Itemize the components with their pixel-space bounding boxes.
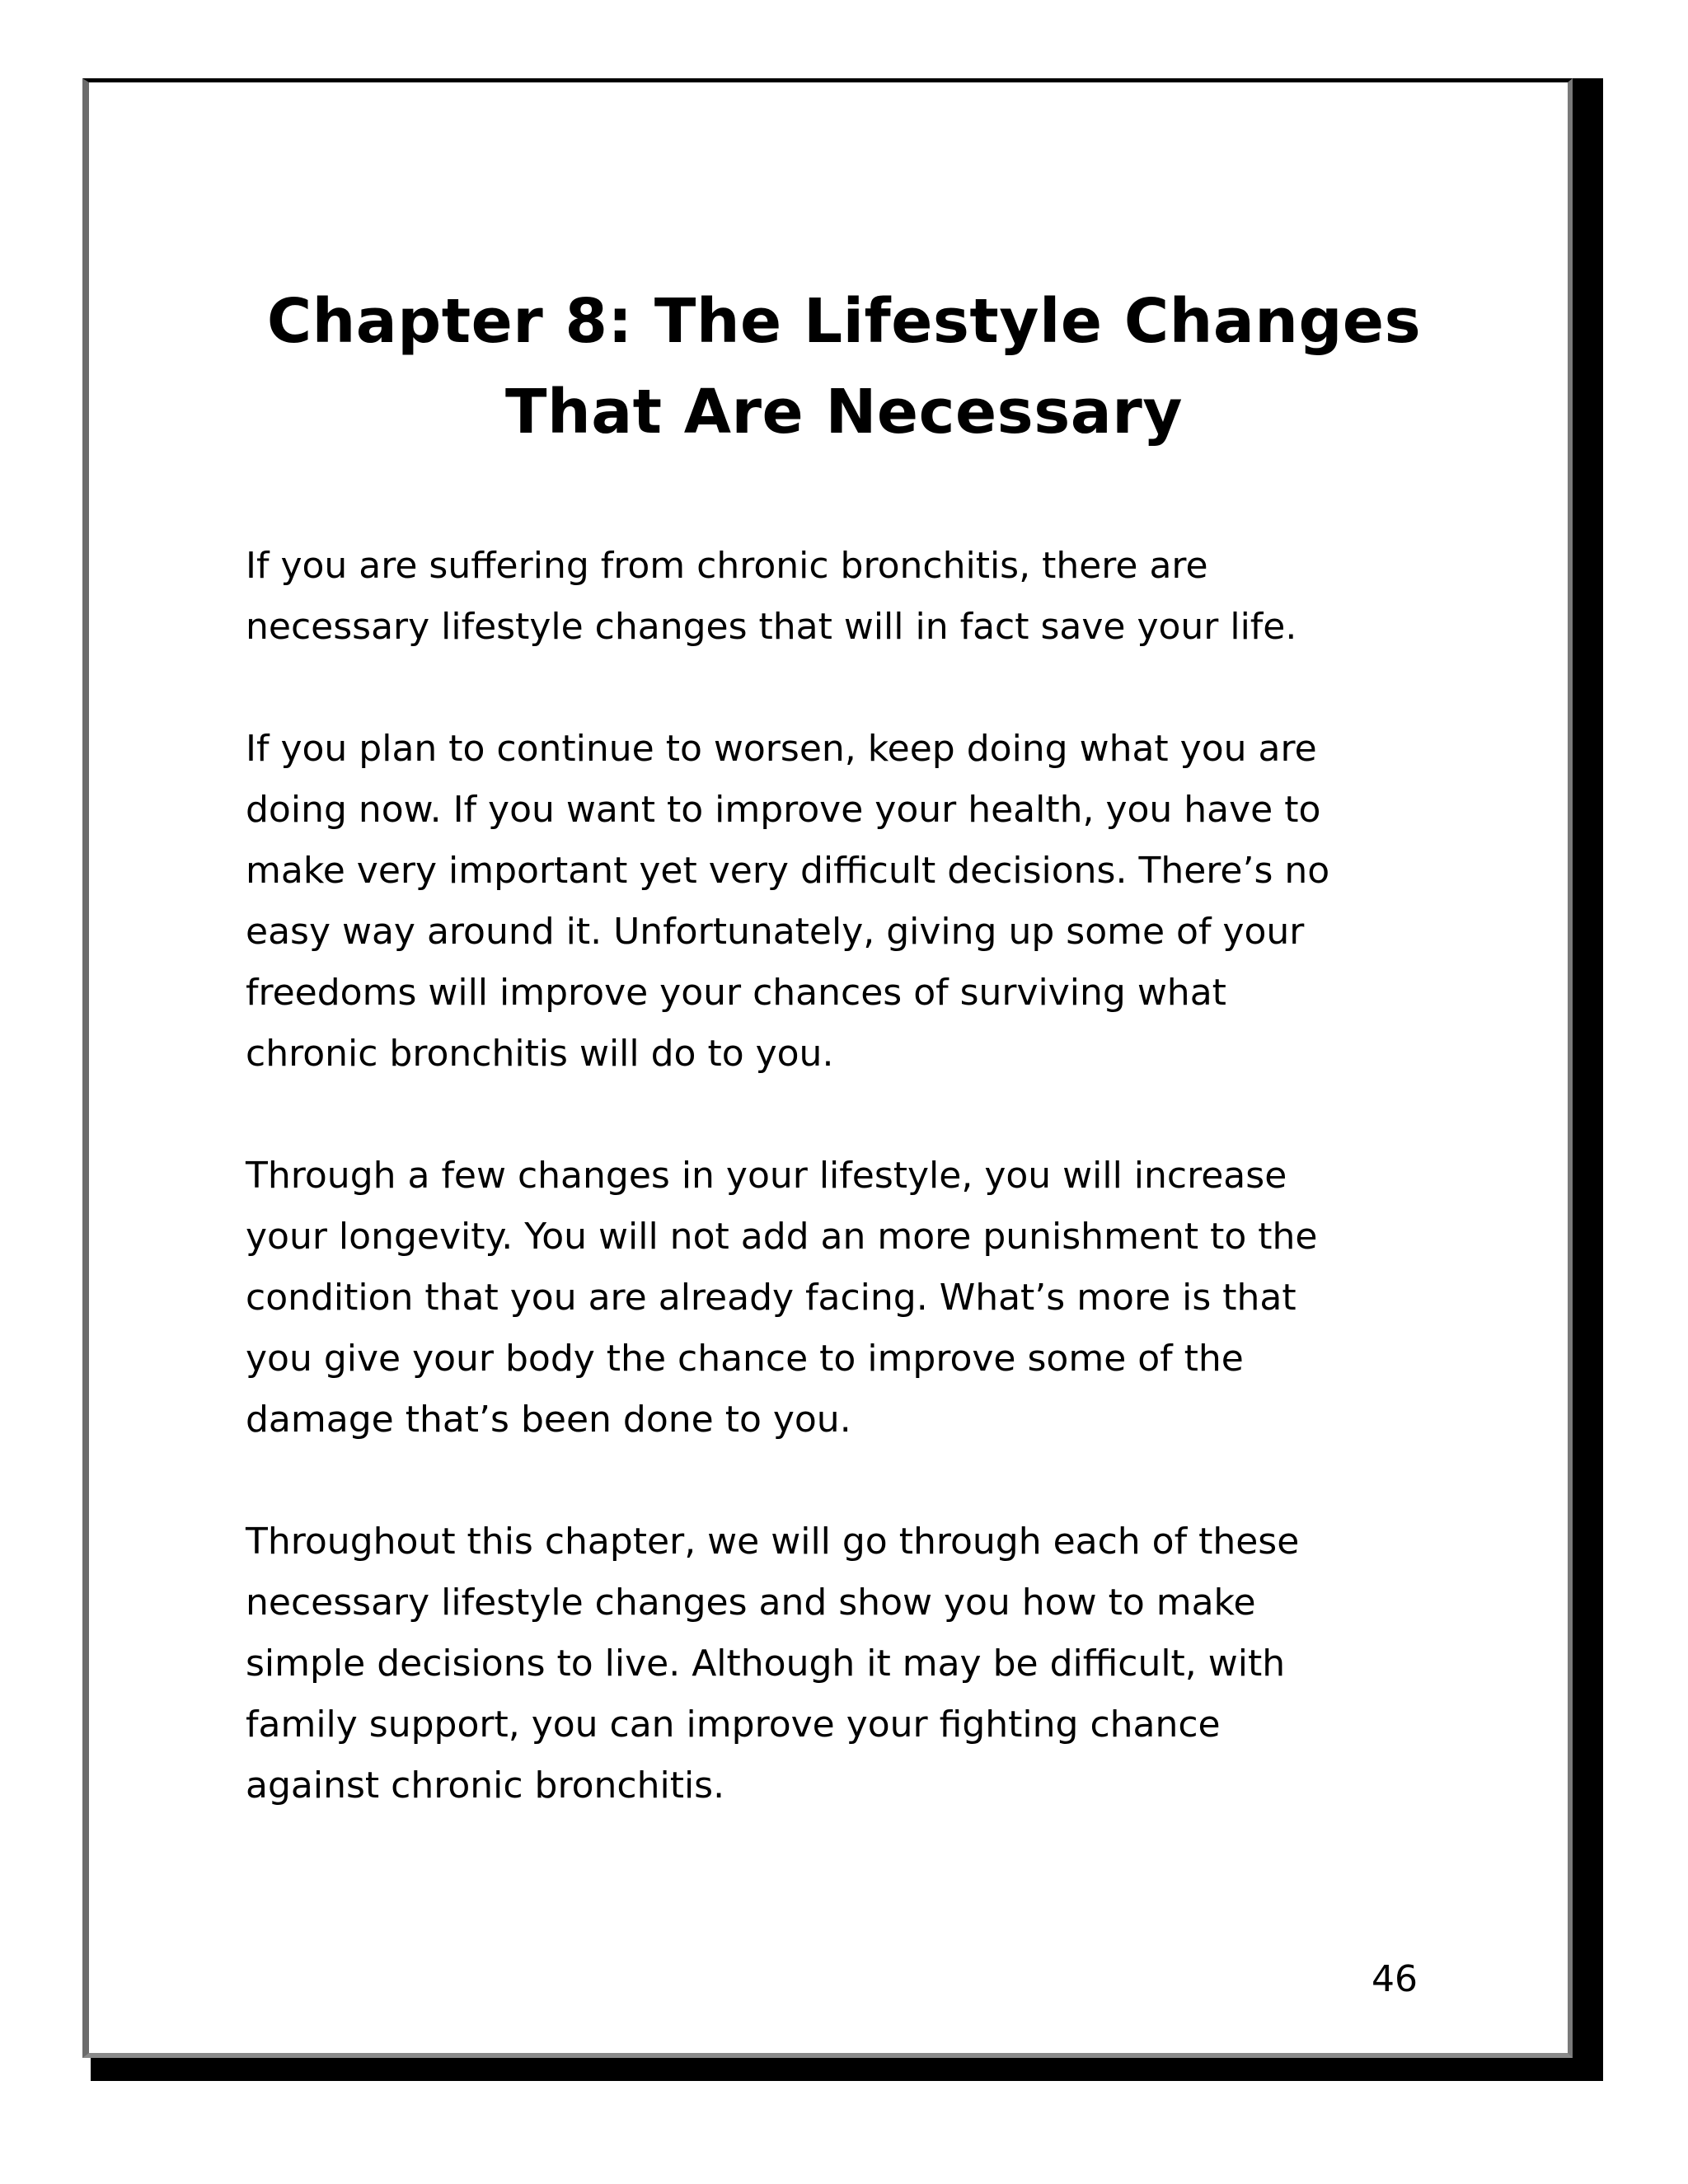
text-line: your longevity. You will not add an more punishment to the — [246, 1216, 1318, 1258]
text-line: against chronic bronchitis. — [246, 1765, 725, 1807]
paragraph-3 — [246, 1146, 1531, 1451]
chapter-body — [246, 536, 1531, 1877]
chapter-title-line-1: Chapter 8: The Lifestyle Changes — [266, 286, 1422, 357]
text-line: Throughout this chapter, we will go through each of these — [246, 1521, 1300, 1563]
text-line: If you are suffering from chronic bronchitis, there are — [246, 545, 1208, 587]
text-line: easy way around it. Unfortunately, giving up some of your — [246, 911, 1305, 953]
paragraph-4 — [246, 1511, 1531, 1816]
text-line: necessary lifestyle changes and show you how to make — [246, 1582, 1256, 1624]
chapter-title — [165, 276, 1523, 457]
text-line: chronic bronchitis will do to you. — [246, 1033, 834, 1075]
text-line: make very important yet very difficult decisions. There’s no — [246, 850, 1330, 892]
text-line: damage that’s been done to you. — [246, 1399, 851, 1441]
text-line: Through a few changes in your lifestyle, you will increase — [246, 1155, 1287, 1197]
text-line: If you plan to continue to worsen, keep doing what you are — [246, 728, 1317, 770]
text-line: simple decisions to live. Although it may be difficult, with — [246, 1643, 1286, 1685]
text-line: you give your body the chance to improve some of the — [246, 1338, 1244, 1380]
text-line: doing now. If you want to improve your health, you have to — [246, 789, 1321, 831]
paragraph-1 — [246, 536, 1531, 658]
paragraph-2 — [246, 719, 1531, 1085]
text-line: family support, you can improve your fighting chance — [246, 1704, 1221, 1746]
text-line: necessary lifestyle changes that will in fact save your life. — [246, 606, 1297, 648]
text-line: freedoms will improve your chances of surviving what — [246, 972, 1226, 1014]
chapter-title-line-2: That Are Necessary — [505, 377, 1183, 448]
text-line: condition that you are already facing. What’s more is that — [246, 1277, 1296, 1319]
page-number: 46 — [1372, 1958, 1418, 2000]
